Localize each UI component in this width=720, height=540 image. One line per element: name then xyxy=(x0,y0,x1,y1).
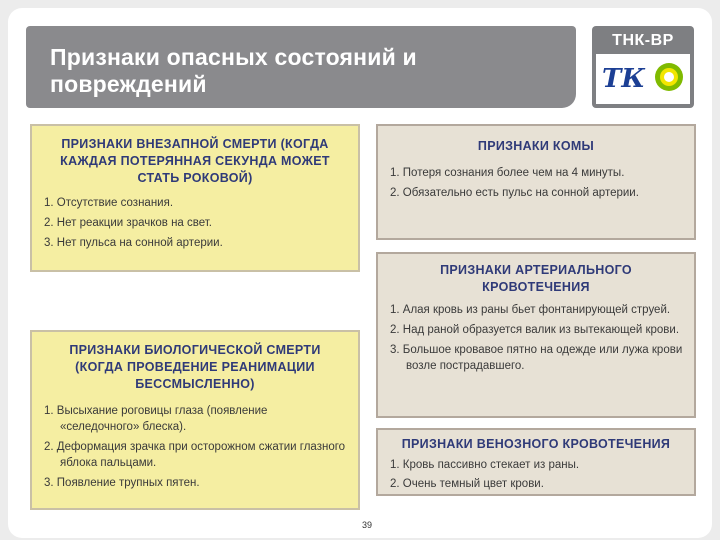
list-item: 1. Кровь пассивно стекает из раны. xyxy=(390,459,580,471)
sudden-death-heading: ПРИЗНАКИ ВНЕЗАПНОЙ СМЕРТИ (КОГДА КАЖДАЯ ПОТЕРЯННАЯ СЕКУНДА МОЖЕТ СТАТЬ РОКОВОЙ) xyxy=(60,137,330,185)
list-item: 2. Нет реакции зрачков на свет. xyxy=(44,217,212,229)
list-item: 1. Потеря сознания более чем на 4 минуты. xyxy=(390,167,625,179)
arterial-bleeding-list xyxy=(390,302,684,374)
arterial-bleeding-heading: ПРИЗНАКИ АРТЕРИАЛЬНОГО КРОВОТЕЧЕНИЯ xyxy=(440,263,632,294)
sudden-death-list xyxy=(44,195,348,251)
venous-bleeding-list xyxy=(390,457,684,492)
list-item: 2. Обязательно есть пульс на сонной артерии. xyxy=(390,187,639,199)
list-item: 3. Нет пульса на сонной артерии. xyxy=(44,237,223,249)
list-item: 2. Над раной образуется валик из вытекающей крови. xyxy=(390,324,680,336)
list-item: 3. Большое кровавое пятно на одежде или лужа крови возле пострадавшего. xyxy=(390,344,683,372)
list-item: 1. Высыхание роговицы глаза (появление «селедочного» блеска). xyxy=(44,405,268,433)
company-logo xyxy=(592,26,694,108)
slide-title: Признаки опасных состояний и повреждений xyxy=(50,44,417,97)
coma-box xyxy=(376,124,696,240)
logo-brand-text: ТНК-ВР xyxy=(612,32,674,49)
list-item: 3. Появление трупных пятен. xyxy=(44,477,200,489)
logo-inner xyxy=(596,54,690,104)
biological-death-list xyxy=(44,403,348,491)
title-bar xyxy=(26,26,576,108)
coma-list xyxy=(390,165,654,201)
sudden-death-box xyxy=(30,124,360,272)
list-item: 2. Очень темный цвет крови. xyxy=(390,478,544,490)
biological-death-heading: ПРИЗНАКИ БИОЛОГИЧЕСКОЙ СМЕРТИ (КОГДА ПРОВЕДЕНИЕ РЕАНИМАЦИИ БЕССМЫСЛЕННО) xyxy=(69,343,321,391)
page-number: 39 xyxy=(362,520,373,530)
bp-helios-icon xyxy=(654,62,684,92)
arterial-bleeding-box xyxy=(376,252,696,418)
list-item: 2. Деформация зрачка при осторожном сжатии глазного яблока пальцами. xyxy=(44,441,346,469)
coma-heading: ПРИЗНАКИ КОМЫ xyxy=(477,139,595,153)
venous-bleeding-box xyxy=(376,428,696,496)
tk-logo-mark: ТК xyxy=(602,64,645,94)
venous-bleeding-heading: ПРИЗНАКИ ВЕНОЗНОГО КРОВОТЕЧЕНИЯ xyxy=(401,437,671,451)
list-item: 1. Отсутствие сознания. xyxy=(44,197,174,209)
list-item: 1. Алая кровь из раны бьет фонтанирующей струей. xyxy=(390,304,671,316)
biological-death-box xyxy=(30,330,360,510)
